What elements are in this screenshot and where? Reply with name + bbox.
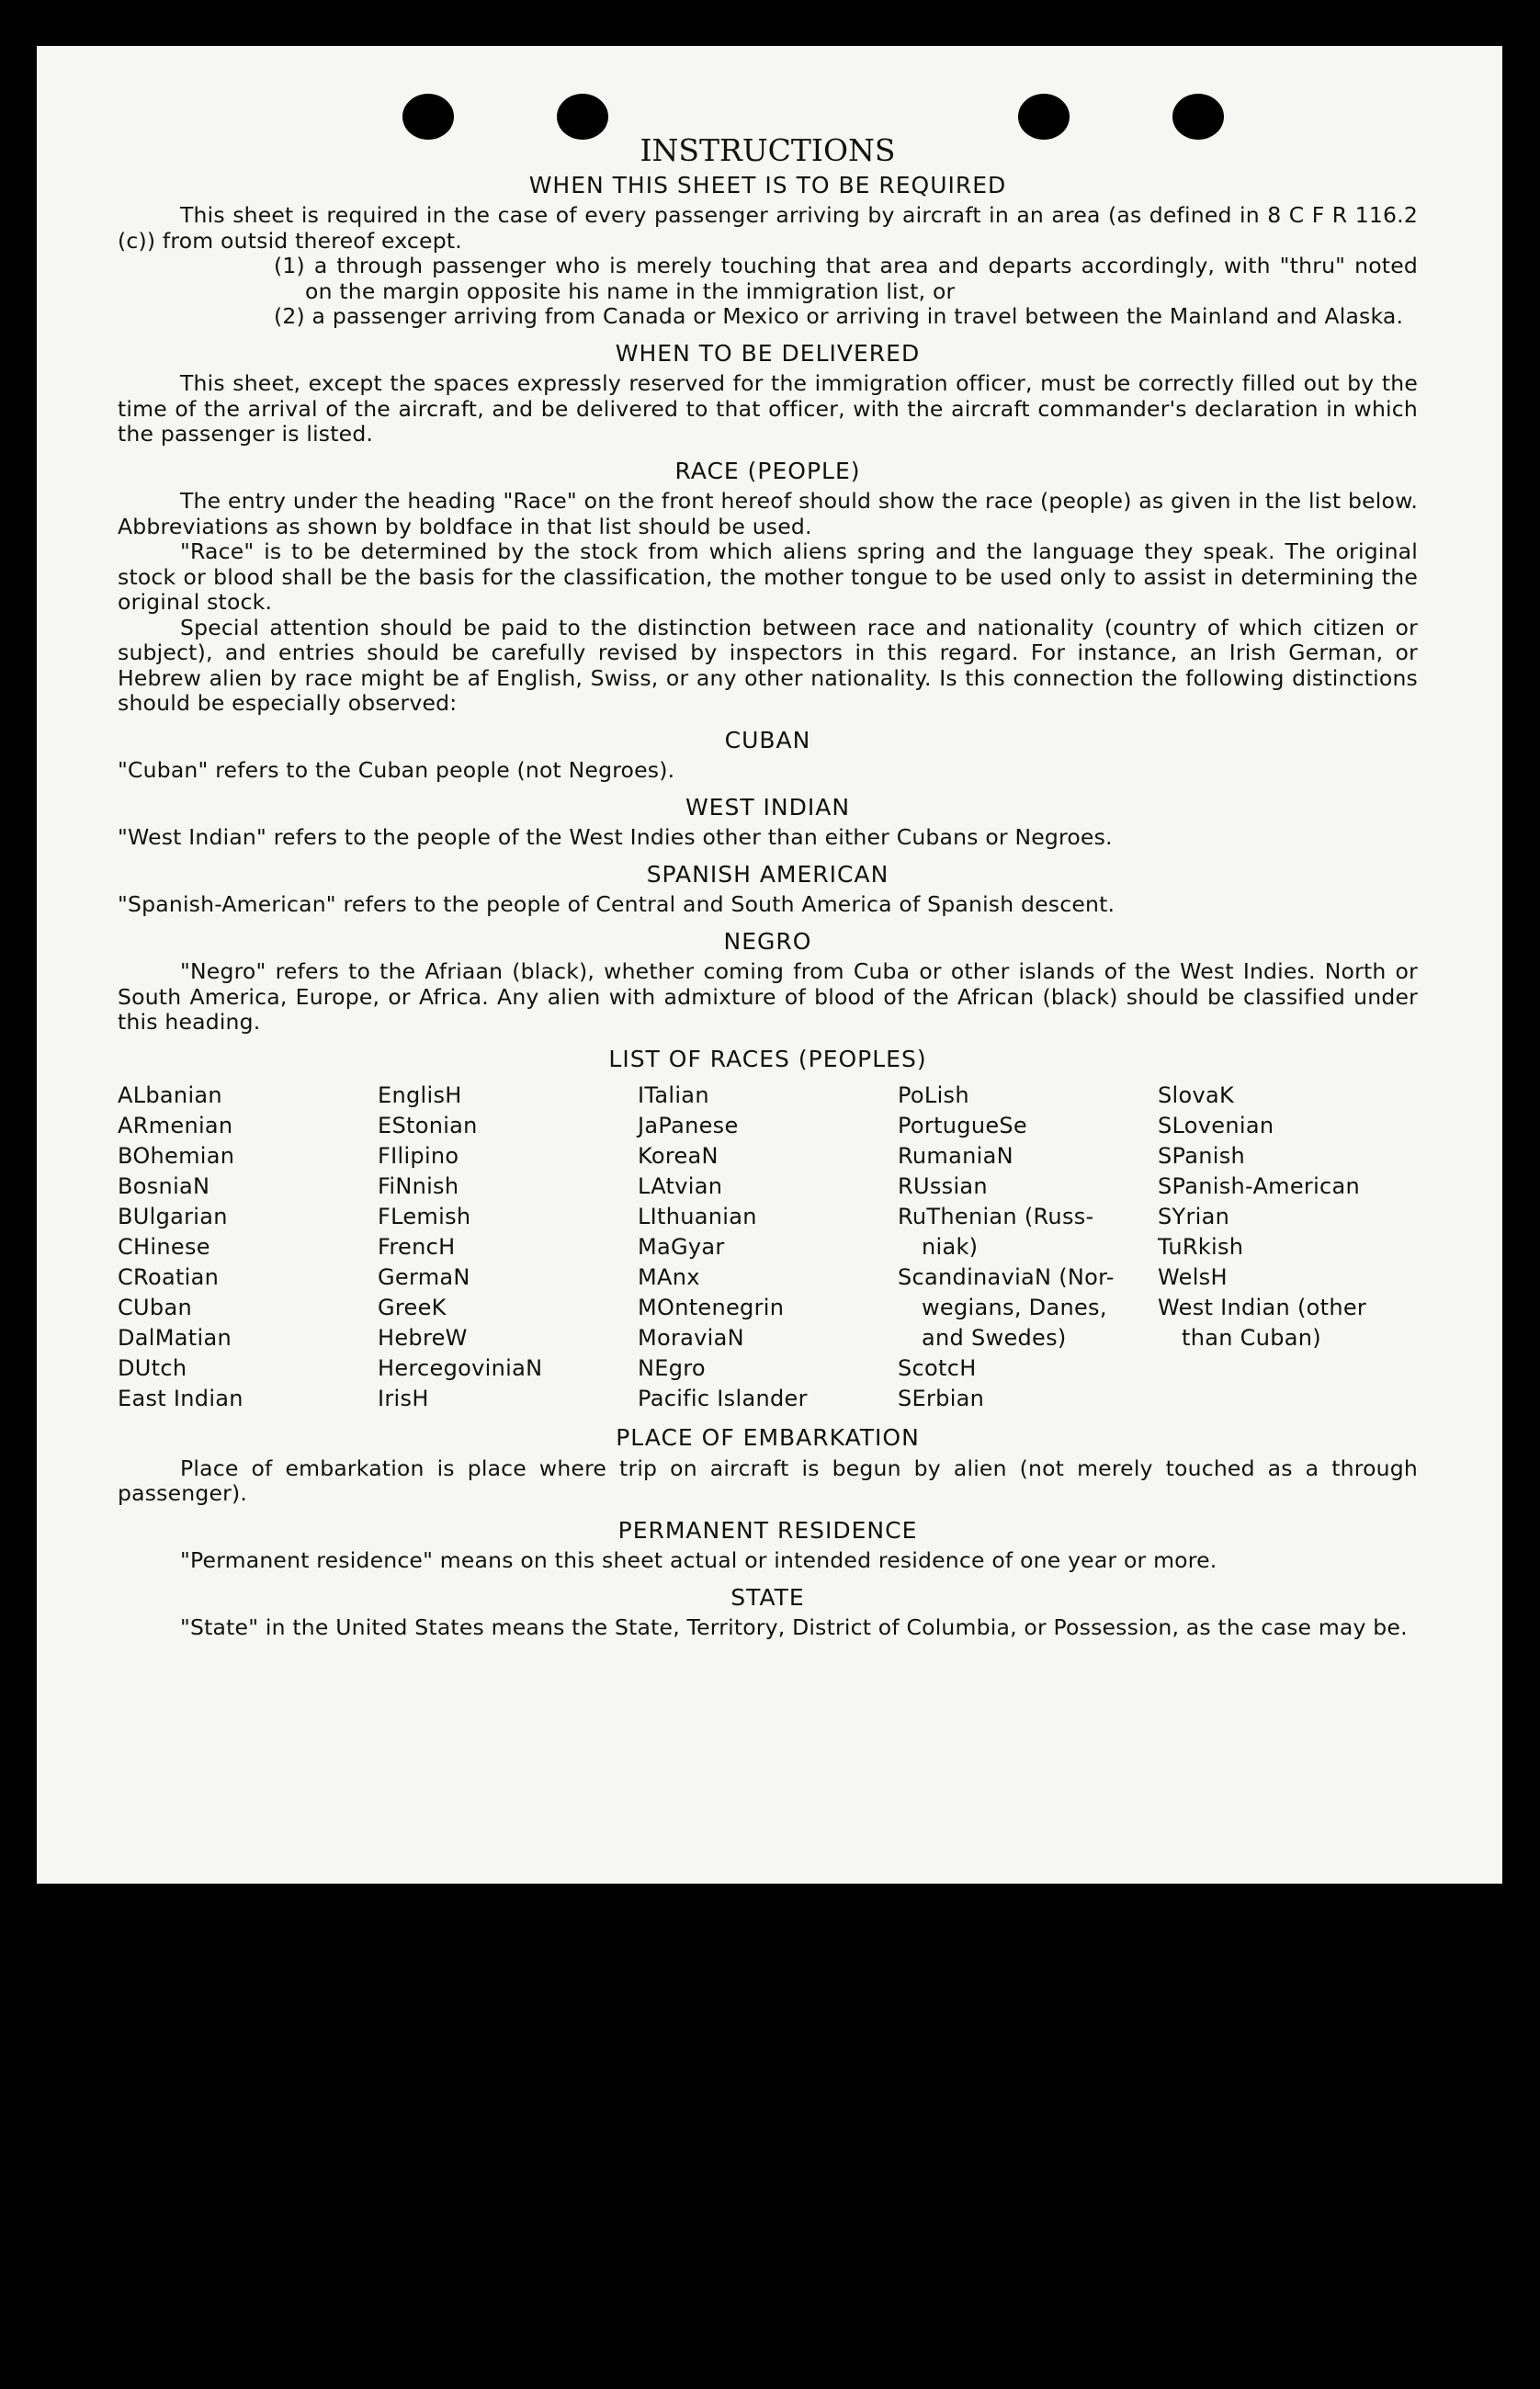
race-item: SPanish-American bbox=[1158, 1173, 1361, 1199]
heading-permanent-residence: PERMANENT RESIDENCE bbox=[617, 1516, 918, 1544]
punch-hole bbox=[557, 94, 608, 140]
race-column bbox=[118, 1081, 378, 1414]
race-item: MoraviaN bbox=[638, 1325, 744, 1351]
heading-when-required: WHEN THIS SHEET IS TO BE REQUIRED bbox=[528, 171, 1007, 198]
race-item: NEgro bbox=[638, 1355, 706, 1381]
heading-race: RACE (PEOPLE) bbox=[674, 457, 861, 484]
race-item: RuThenian (Russ- bbox=[898, 1204, 1094, 1229]
race-item: ScotcH bbox=[898, 1355, 977, 1381]
race-item: EStonian bbox=[378, 1113, 478, 1138]
heading-spanish-american: SPANISH AMERICAN bbox=[646, 860, 889, 888]
paragraph: "Spanish-American" refers to the people of Central and South America of Spanish descent. bbox=[118, 891, 1115, 917]
race-item: EnglisH bbox=[378, 1082, 462, 1108]
paragraph: "West Indian" refers to the people of the West Indies other than either Cubans or Negroes. bbox=[118, 824, 1113, 850]
race-item: GreeK bbox=[378, 1295, 447, 1320]
document-sheet bbox=[37, 46, 1502, 1884]
race-item: than Cuban) bbox=[1182, 1325, 1321, 1351]
race-item: CHinese bbox=[118, 1234, 210, 1260]
race-item: KoreaN bbox=[638, 1143, 719, 1169]
heading-state: STATE bbox=[730, 1583, 805, 1611]
race-item: BUlgarian bbox=[118, 1204, 228, 1229]
race-item: HercegoviniaN bbox=[378, 1355, 543, 1381]
race-item: SLovenian bbox=[1158, 1113, 1274, 1138]
race-item: RUssian bbox=[898, 1173, 988, 1199]
punch-hole bbox=[1018, 94, 1070, 140]
race-item: East Indian bbox=[118, 1386, 243, 1411]
punch-hole bbox=[402, 94, 454, 140]
race-item: CUban bbox=[118, 1295, 192, 1320]
race-item: West Indian (other bbox=[1158, 1295, 1367, 1320]
race-item: SErbian bbox=[898, 1386, 985, 1411]
race-column bbox=[378, 1081, 638, 1414]
race-item: IrisH bbox=[378, 1386, 429, 1411]
punch-hole bbox=[1172, 94, 1224, 140]
paragraph: Place of embarkation is place where trip on aircraft is begun by alien (not merely touched as a through passenger). bbox=[118, 1455, 1418, 1506]
race-item: wegians, Danes, bbox=[922, 1295, 1107, 1320]
paragraph: "Cuban" refers to the Cuban people (not Negroes). bbox=[118, 757, 675, 783]
race-item: WelsH bbox=[1158, 1264, 1228, 1290]
list-item: (1) a through passenger who is merely touching that area and departs accordingly, with "thru" noted on the margin opposite his name in the immigration list, or bbox=[274, 253, 1418, 304]
race-item: MOntenegrin bbox=[638, 1295, 785, 1320]
race-item: ScandinaviaN (Nor- bbox=[898, 1264, 1115, 1290]
race-item: PortugueSe bbox=[898, 1113, 1027, 1138]
race-column bbox=[898, 1081, 1158, 1414]
paragraph: "State" in the United States means the State, Territory, District of Columbia, or Possession, as the case may be. bbox=[180, 1614, 1408, 1640]
race-item: MAnx bbox=[638, 1264, 700, 1290]
race-item: BosniaN bbox=[118, 1173, 210, 1199]
race-item: FrencH bbox=[378, 1234, 456, 1260]
paragraph: Special attention should be paid to the distinction between race and nationality (country of which citizen or subject), and entries should be carefully revised by inspectors in this regard. For instance, an Irish German, or Hebrew alien by race might be af English, Swiss, or any other nationality. Is this connection the following distinctions should be especially observed: bbox=[118, 614, 1418, 716]
heading-cuban: CUBAN bbox=[724, 726, 811, 753]
paragraph: "Race" is to be determined by the stock from which aliens spring and the language they speak. The original stock or blood shall be the basis for the classification, the mother tongue to be used only to assist in determining the original stock. bbox=[118, 538, 1418, 615]
heading-negro: NEGRO bbox=[723, 927, 812, 955]
paragraph: The entry under the heading "Race" on the front hereof should show the race (people) as given in the list below. Abbreviations as shown by boldface in that list should be used. bbox=[118, 488, 1418, 539]
race-item: FIlipino bbox=[378, 1143, 459, 1169]
race-item: PoLish bbox=[898, 1082, 969, 1108]
race-item: SYrian bbox=[1158, 1204, 1230, 1229]
paragraph: "Permanent residence" means on this sheet actual or intended residence of one year or more. bbox=[180, 1547, 1217, 1573]
race-item: FLemish bbox=[378, 1204, 471, 1229]
race-item: DUtch bbox=[118, 1355, 187, 1381]
heading-west-indian: WEST INDIAN bbox=[685, 793, 851, 821]
race-item: and Swedes) bbox=[922, 1325, 1067, 1351]
race-item: BOhemian bbox=[118, 1143, 235, 1169]
race-list bbox=[118, 1081, 1418, 1414]
race-item: ARmenian bbox=[118, 1113, 233, 1138]
race-item: TuRkish bbox=[1158, 1234, 1244, 1260]
list-item: (2) a passenger arriving from Canada or Mexico or arriving in travel between the Mainland and Alaska. bbox=[274, 303, 1404, 329]
race-item: ALbanian bbox=[118, 1082, 222, 1108]
race-item: Pacific Islander bbox=[638, 1386, 808, 1411]
paragraph: "Negro" refers to the Afriaan (black), whether coming from Cuba or other islands of the West Indies. North or South America, Europe, or Africa. Any alien with admixture of blood of the African (black) should be classified under this heading. bbox=[118, 958, 1418, 1035]
heading-list-of-races: LIST OF RACES (PEOPLES) bbox=[608, 1045, 927, 1072]
heading-embarkation: PLACE OF EMBARKATION bbox=[616, 1424, 920, 1451]
race-item: HebreW bbox=[378, 1325, 468, 1351]
race-item: GermaN bbox=[378, 1264, 470, 1290]
race-item: ITalian bbox=[638, 1082, 709, 1108]
document-body bbox=[118, 132, 1418, 1641]
race-column bbox=[1158, 1081, 1418, 1414]
page-title: INSTRUCTIONS bbox=[640, 132, 896, 168]
race-item: RumaniaN bbox=[898, 1143, 1013, 1169]
race-item: SPanish bbox=[1158, 1143, 1246, 1169]
race-item: FiNnish bbox=[378, 1173, 459, 1199]
race-column bbox=[638, 1081, 898, 1414]
heading-when-delivered: WHEN TO BE DELIVERED bbox=[615, 339, 921, 367]
race-item: SlovaK bbox=[1158, 1082, 1235, 1108]
race-item: LAtvian bbox=[638, 1173, 723, 1199]
race-item: MaGyar bbox=[638, 1234, 725, 1260]
paragraph: This sheet is required in the case of every passenger arriving by aircraft in an area (as defined in 8 C F R 116.2 (c)) from outsid thereof except. bbox=[118, 202, 1418, 254]
paragraph: This sheet, except the spaces expressly reserved for the immigration officer, must be correctly filled out by the time of the arrival of the aircraft, and be delivered to that officer, with the aircraft commander's declaration in which the passenger is listed. bbox=[118, 370, 1418, 447]
race-item: LIthuanian bbox=[638, 1204, 757, 1229]
race-item: CRoatian bbox=[118, 1264, 220, 1290]
race-item: JaPanese bbox=[638, 1113, 739, 1138]
race-item: niak) bbox=[922, 1234, 979, 1260]
race-item: DalMatian bbox=[118, 1325, 232, 1351]
